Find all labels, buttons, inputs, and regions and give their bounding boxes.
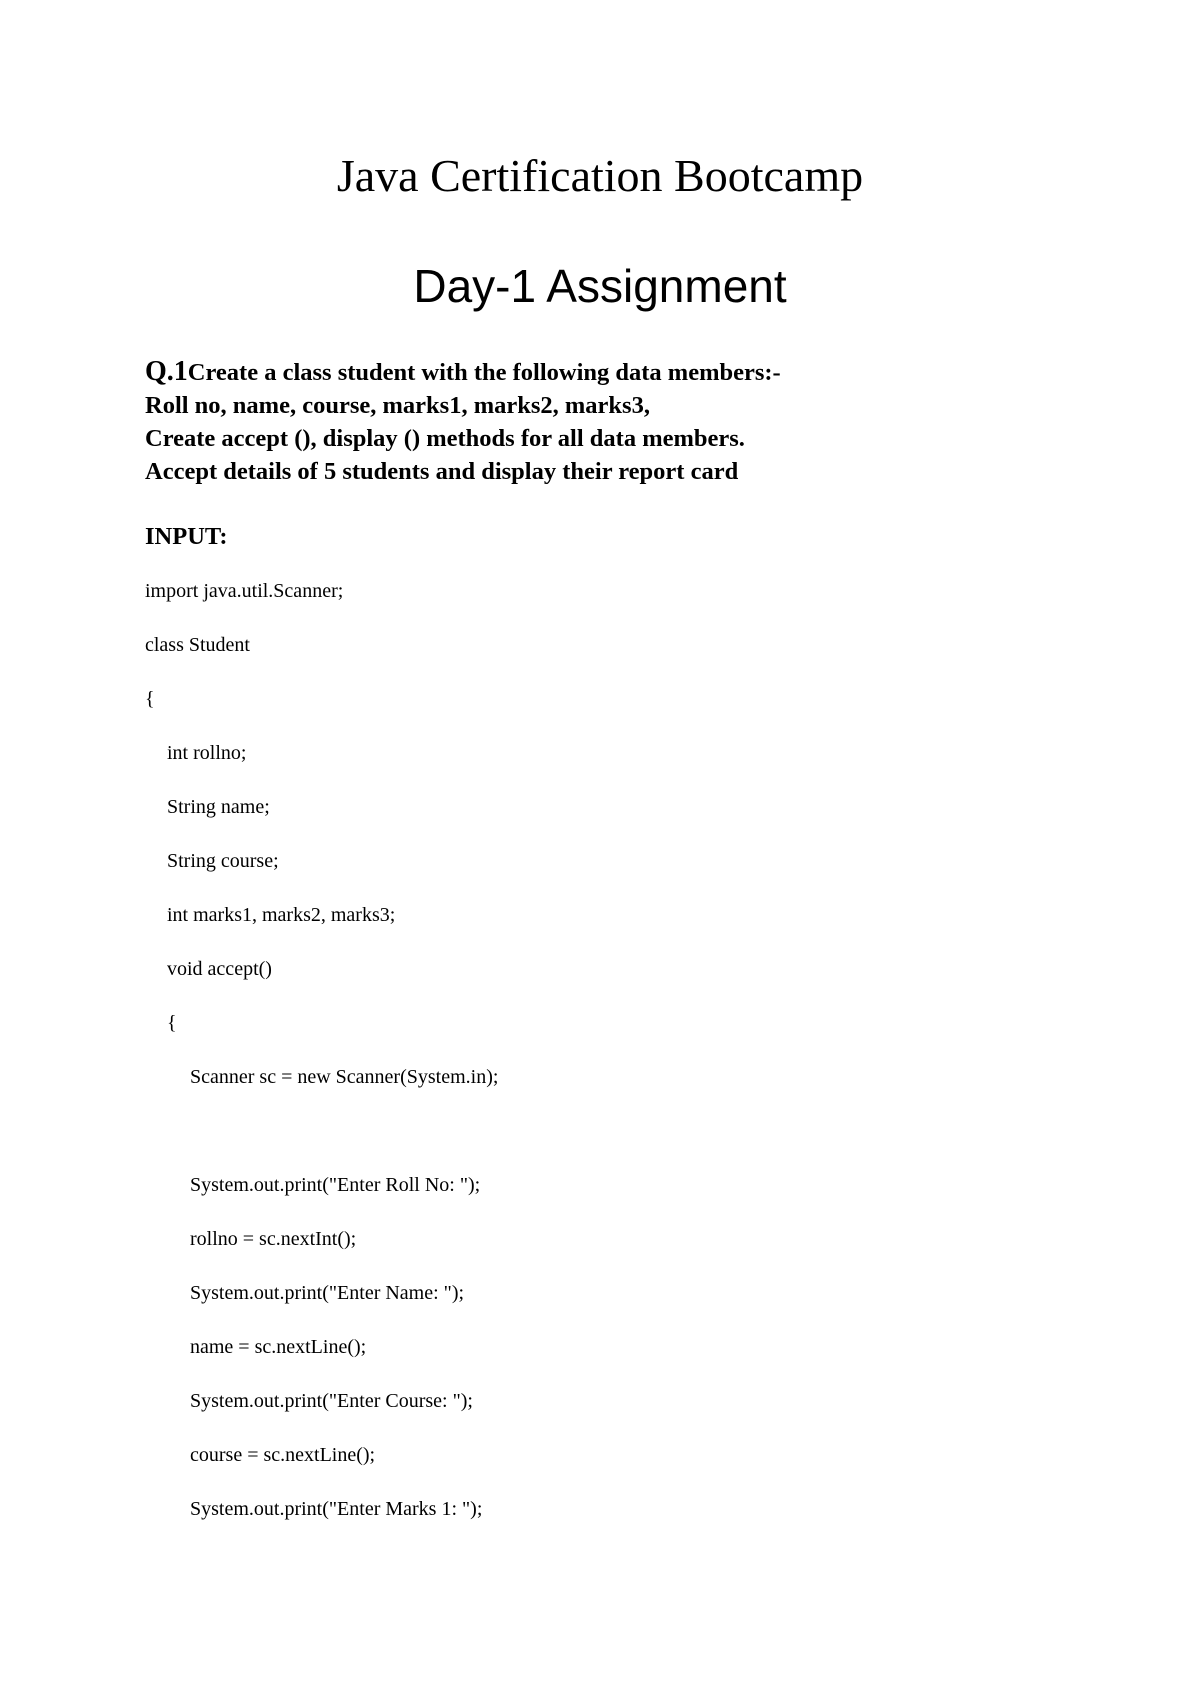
question-line: Roll no, name, course, marks1, marks2, marks3, <box>145 392 650 419</box>
input-label: INPUT: <box>145 523 228 550</box>
code-line: import java.util.Scanner; <box>145 580 344 602</box>
question-number: Q.1 <box>145 356 188 387</box>
code-line: course = sc.nextLine(); <box>190 1444 376 1466</box>
code-line: System.out.print("Enter Marks 1: "); <box>190 1498 483 1520</box>
code-line: System.out.print("Enter Course: "); <box>190 1390 473 1412</box>
code-line: { <box>145 688 155 710</box>
code-line: rollno = sc.nextInt(); <box>190 1228 357 1250</box>
question-line: Accept details of 5 students and display their report card <box>145 458 739 485</box>
code-line: class Student <box>145 634 250 656</box>
code-line: { <box>167 1012 177 1034</box>
code-line: String course; <box>167 850 279 872</box>
code-line: name = sc.nextLine(); <box>190 1336 367 1358</box>
code-line: String name; <box>167 796 270 818</box>
code-line: int rollno; <box>167 742 247 764</box>
assignment-heading: Day-1 Assignment <box>413 260 787 312</box>
document-title: Java Certification Bootcamp <box>336 150 864 201</box>
question-text: Create a class student with the following data members:- <box>187 359 781 386</box>
code-line: Scanner sc = new Scanner(System.in); <box>190 1066 499 1088</box>
code-line: int marks1, marks2, marks3; <box>167 904 396 926</box>
code-line: void accept() <box>167 958 272 980</box>
code-line: System.out.print("Enter Roll No: "); <box>190 1174 481 1196</box>
question-line: Create accept (), display () methods for all data members. <box>145 425 745 452</box>
code-line: System.out.print("Enter Name: "); <box>190 1282 465 1304</box>
